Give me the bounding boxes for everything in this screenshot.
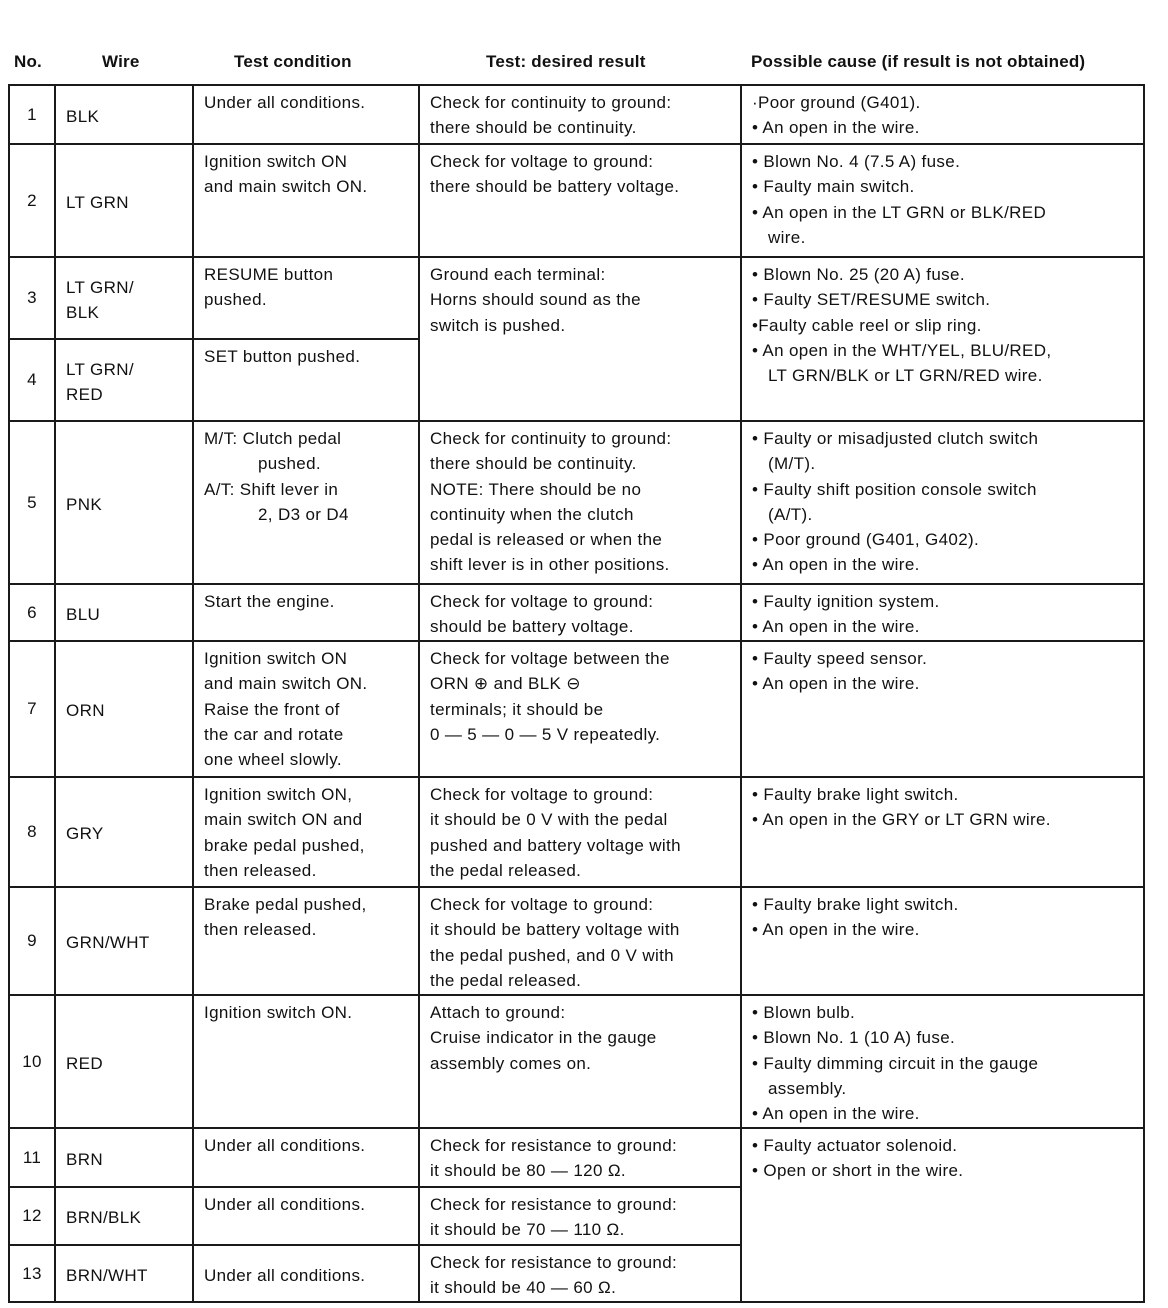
wire-cell — [55, 887, 193, 995]
cause-item: • Faulty ignition system. — [752, 592, 940, 611]
cause-cell — [741, 641, 1144, 777]
cause-item: • Blown No. 1 (10 A) fuse. — [752, 1028, 956, 1048]
condition-line: Under all conditions. — [204, 93, 366, 112]
result-line: Ground each terminal: — [430, 265, 606, 284]
table-row — [9, 1128, 1144, 1187]
wire-cell — [55, 1245, 193, 1302]
result-cell — [419, 144, 741, 257]
result-cell — [419, 887, 741, 995]
wire-text: RED — [66, 1053, 103, 1073]
condition-line: Raise the front of — [204, 699, 340, 719]
result-line: continuity when the clutch — [430, 504, 634, 524]
result-line: Check for voltage to ground: — [430, 895, 654, 914]
cause-item: • Open or short in the wire. — [752, 1161, 964, 1181]
result-line: there should be battery voltage. — [430, 177, 680, 197]
result-line: assembly comes on. — [430, 1053, 592, 1073]
cause-item: • Blown No. 4 (7.5 A) fuse. — [752, 152, 961, 171]
condition-cell — [193, 1128, 419, 1187]
condition-cell — [193, 641, 419, 777]
cause-item: • An open in the WHT/YEL, BLU/RED, — [752, 340, 1052, 360]
wire-text: GRY — [66, 824, 104, 844]
troubleshooting-table — [8, 84, 1145, 1303]
wire-cell — [55, 144, 193, 257]
condition-line: main switch ON and — [204, 810, 363, 830]
result-line: Check for continuity to ground: — [430, 429, 672, 448]
condition-cell — [193, 1187, 419, 1245]
wire-cell — [55, 257, 193, 339]
result-line: it should be 80 — 120 Ω. — [430, 1161, 626, 1181]
row-number: 3 — [9, 257, 55, 339]
wire-text: LT GRN — [66, 192, 129, 212]
result-line: Check for resistance to ground: — [430, 1136, 678, 1155]
cause-cell — [741, 887, 1144, 995]
cause-item: • An open in the wire. — [752, 674, 920, 694]
cause-item: • An open in the LT GRN or BLK/RED — [752, 202, 1047, 222]
wire-text: RED — [66, 385, 103, 404]
condition-line: pushed. — [258, 454, 321, 474]
wire-text: BLK — [66, 303, 100, 322]
wire-text: GRN/WHT — [66, 933, 150, 953]
table-row — [9, 887, 1144, 995]
cause-item: • An open in the GRY or LT GRN wire. — [752, 810, 1051, 830]
condition-line: Ignition switch ON — [204, 649, 348, 668]
condition-cell — [193, 339, 419, 421]
result-line: terminals; it should be — [430, 699, 604, 719]
cause-cell — [741, 85, 1144, 144]
wire-text: BRN/WHT — [66, 1265, 148, 1285]
wire-text: LT GRN/ — [66, 359, 134, 379]
row-number: 6 — [9, 584, 55, 641]
cause-cell — [741, 995, 1144, 1128]
result-line: it should be 40 — 60 Ω. — [430, 1278, 617, 1298]
wire-cell — [55, 641, 193, 777]
condition-line: then released. — [204, 860, 317, 880]
cause-item: • An open in the wire. — [752, 920, 920, 940]
cause-cell — [741, 421, 1144, 584]
cause-item: • Faulty speed sensor. — [752, 649, 928, 668]
row-number: 4 — [9, 339, 55, 421]
cause-item: • Faulty shift position console switch — [752, 479, 1037, 499]
result-line: switch is pushed. — [430, 315, 566, 335]
cause-item: • An open in the wire. — [752, 555, 920, 575]
condition-cell — [193, 584, 419, 641]
cause-item-continued: (A/T). — [768, 504, 813, 524]
condition-line: A/T: Shift lever in — [204, 479, 339, 499]
result-line: shift lever is in other positions. — [430, 555, 670, 575]
condition-cell — [193, 887, 419, 995]
result-line: pedal is released or when the — [430, 530, 663, 550]
table-row — [9, 85, 1144, 144]
cause-item: • Faulty main switch. — [752, 177, 915, 197]
result-line: the pedal released. — [430, 860, 582, 880]
wire-text: ORN — [66, 701, 105, 721]
wire-cell — [55, 421, 193, 584]
table-row — [9, 144, 1144, 257]
condition-line: SET button pushed. — [204, 347, 361, 366]
cause-item-continued: assembly. — [768, 1078, 847, 1098]
result-line: 0 — 5 — 0 — 5 V repeatedly. — [430, 724, 661, 744]
result-line: the pedal pushed, and 0 V with — [430, 945, 674, 965]
row-number: 5 — [9, 421, 55, 584]
result-line: Horns should sound as the — [430, 290, 641, 310]
cause-cell-merged — [741, 257, 1144, 421]
result-cell — [419, 1245, 741, 1302]
row-number: 11 — [9, 1128, 55, 1187]
condition-cell — [193, 144, 419, 257]
table-row — [9, 995, 1144, 1128]
cause-item: • Faulty or misadjusted clutch switch — [752, 429, 1039, 448]
cause-item: • Faulty actuator solenoid. — [752, 1136, 958, 1155]
wire-cell — [55, 777, 193, 887]
header-desired-result: Test: desired result — [486, 52, 646, 71]
condition-cell — [193, 995, 419, 1128]
table-row — [9, 257, 1144, 339]
wire-text: PNK — [66, 494, 103, 514]
result-cell — [419, 777, 741, 887]
cause-cell — [741, 144, 1144, 257]
result-line: it should be battery voltage with — [430, 920, 680, 940]
condition-line: brake pedal pushed, — [204, 835, 365, 855]
cause-item: • An open in the wire. — [752, 118, 920, 138]
condition-line: Start the engine. — [204, 592, 335, 611]
row-number: 13 — [9, 1245, 55, 1302]
wire-text: LT GRN/ — [66, 277, 134, 297]
result-cell — [419, 641, 741, 777]
condition-cell — [193, 85, 419, 144]
cause-item: • Blown No. 25 (20 A) fuse. — [752, 265, 965, 284]
header-test-condition: Test condition — [234, 52, 352, 71]
cause-item: •Faulty cable reel or slip ring. — [752, 315, 982, 335]
cause-item: • Faulty SET/RESUME switch. — [752, 290, 991, 310]
result-cell — [419, 1187, 741, 1245]
condition-line: Ignition switch ON — [204, 152, 348, 171]
result-cell-merged — [419, 257, 741, 421]
result-cell — [419, 995, 741, 1128]
row-number: 10 — [9, 995, 55, 1128]
result-line: ORN ⊕ and BLK ⊖ — [430, 674, 581, 694]
condition-line: M/T: Clutch pedal — [204, 429, 342, 448]
header-no: No. — [14, 52, 42, 71]
header-wire: Wire — [102, 52, 140, 71]
result-line: Check for voltage to ground: — [430, 592, 654, 611]
result-line: Check for voltage to ground: — [430, 785, 654, 804]
cause-item: • Faulty brake light switch. — [752, 895, 959, 914]
table-row — [9, 584, 1144, 641]
cause-item: • An open in the wire. — [752, 1104, 920, 1124]
condition-line: and main switch ON. — [204, 177, 368, 197]
cause-item: • Faulty dimming circuit in the gauge — [752, 1053, 1039, 1073]
wire-cell — [55, 339, 193, 421]
cause-item: • An open in the wire. — [752, 617, 920, 637]
condition-line: the car and rotate — [204, 724, 344, 744]
condition-line: Brake pedal pushed, — [204, 895, 367, 914]
row-number: 2 — [9, 144, 55, 257]
cause-item-continued: LT GRN/BLK or LT GRN/RED wire. — [768, 366, 1043, 386]
wire-text: BRN/BLK — [66, 1208, 142, 1228]
row-number: 1 — [9, 85, 55, 144]
condition-line: then released. — [204, 920, 317, 940]
table-row — [9, 421, 1144, 584]
condition-line: Ignition switch ON, — [204, 785, 353, 804]
cause-item-continued: (M/T). — [768, 454, 816, 474]
cause-item: • Poor ground (G401, G402). — [752, 530, 980, 550]
result-line: Check for resistance to ground: — [430, 1195, 678, 1214]
result-line: Check for voltage between the — [430, 649, 670, 668]
wire-text: BLU — [66, 604, 101, 624]
cause-item-continued: wire. — [768, 227, 806, 247]
cause-cell — [741, 777, 1144, 887]
result-line: should be battery voltage. — [430, 617, 634, 637]
result-line: Check for voltage to ground: — [430, 152, 654, 171]
wire-cell — [55, 1187, 193, 1245]
wire-cell — [55, 85, 193, 144]
result-line: it should be 0 V with the pedal — [430, 810, 668, 830]
result-line: NOTE: There should be no — [430, 479, 642, 499]
condition-line: Under all conditions. — [204, 1195, 366, 1214]
condition-cell — [193, 1245, 419, 1302]
result-cell — [419, 421, 741, 584]
result-line: it should be 70 — 110 Ω. — [430, 1220, 625, 1240]
wire-cell — [55, 995, 193, 1128]
result-cell — [419, 1128, 741, 1187]
condition-line: Under all conditions. — [204, 1265, 366, 1285]
condition-line: RESUME button — [204, 265, 334, 284]
wire-text: BLK — [66, 106, 100, 126]
condition-cell — [193, 777, 419, 887]
header-possible-cause: Possible cause (if result is not obtained) — [751, 52, 1086, 71]
result-line: the pedal released. — [430, 970, 582, 990]
row-number: 8 — [9, 777, 55, 887]
result-line: Attach to ground: — [430, 1003, 566, 1022]
wire-cell — [55, 584, 193, 641]
condition-line: and main switch ON. — [204, 674, 368, 694]
cause-cell-merged — [741, 1128, 1144, 1302]
wire-cell — [55, 1128, 193, 1187]
cause-cell — [741, 584, 1144, 641]
result-line: there should be continuity. — [430, 454, 637, 474]
cause-item: • Blown bulb. — [752, 1003, 856, 1022]
result-line: Cruise indicator in the gauge — [430, 1028, 657, 1048]
condition-cell — [193, 421, 419, 584]
condition-line: Under all conditions. — [204, 1136, 366, 1155]
condition-line: 2, D3 or D4 — [258, 504, 349, 524]
result-cell — [419, 584, 741, 641]
cause-item: • Faulty brake light switch. — [752, 785, 959, 804]
row-number: 7 — [9, 641, 55, 777]
condition-line: one wheel slowly. — [204, 750, 342, 770]
cause-item: ·Poor ground (G401). — [752, 93, 921, 112]
condition-line: pushed. — [204, 290, 267, 310]
result-line: there should be continuity. — [430, 118, 637, 138]
row-number: 9 — [9, 887, 55, 995]
result-line: pushed and battery voltage with — [430, 835, 681, 855]
result-line: Check for continuity to ground: — [430, 93, 672, 112]
condition-line: Ignition switch ON. — [204, 1003, 353, 1022]
condition-cell — [193, 257, 419, 339]
row-number: 12 — [9, 1187, 55, 1245]
result-cell — [419, 85, 741, 144]
wire-text: BRN — [66, 1149, 103, 1169]
result-line: Check for resistance to ground: — [430, 1253, 678, 1272]
table-row — [9, 641, 1144, 777]
table-row — [9, 777, 1144, 887]
